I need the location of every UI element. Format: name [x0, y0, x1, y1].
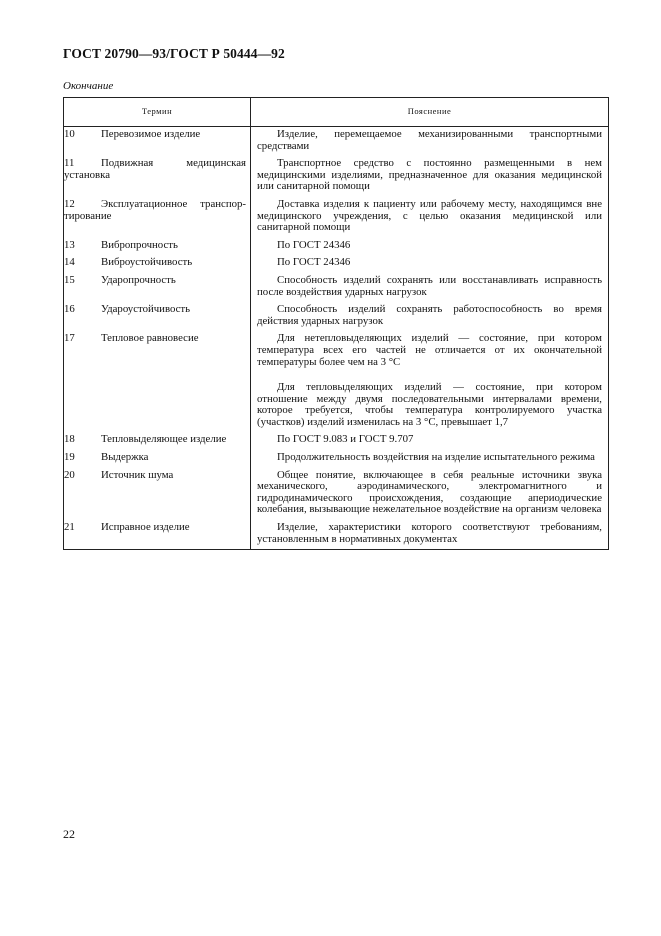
- term-text: [64, 522, 246, 534]
- page-number: 22: [63, 827, 75, 841]
- column-header-term: Термин: [64, 98, 251, 127]
- term-label: Вибропрочность: [101, 238, 178, 251]
- term-number: 14: [64, 256, 75, 269]
- term-label: Виброустойчивость: [101, 256, 193, 269]
- explanation-cell: [251, 197, 609, 238]
- term-number: 11: [64, 157, 75, 170]
- explanation-text: По ГОСТ 24346: [277, 256, 351, 269]
- term-cell: [64, 520, 251, 550]
- explanation-cell: [251, 127, 609, 157]
- term-label: Удароустойчивость: [101, 303, 191, 316]
- term-text: [64, 452, 246, 464]
- term-number: 12: [64, 197, 75, 210]
- explanation-cell: [251, 331, 609, 432]
- term-text: [64, 304, 246, 316]
- explanation-text: Способность изделий сохранять работоспособность во время действия ударных нагрузок: [257, 303, 602, 327]
- table-row: [64, 255, 609, 273]
- term-text: [64, 240, 246, 252]
- term-cell: [64, 302, 251, 331]
- term-cell: [64, 156, 251, 197]
- table-row: [64, 331, 609, 432]
- term-label: Исправное изделие: [101, 521, 190, 534]
- explanation-cell: [251, 156, 609, 197]
- explanation-text: Доставка изделия к пациенту или рабочему месту, находящимся вне медицинского учреждения, с целью оказания медицинской или санитарной помощи: [257, 197, 602, 234]
- term-label: Тепловыделяющее изделие: [101, 433, 227, 446]
- term-number: 17: [64, 332, 75, 345]
- term-text: [64, 434, 246, 446]
- term-text: [64, 470, 246, 482]
- term-label: Выдержка: [101, 451, 149, 464]
- explanation-cell: [251, 273, 609, 302]
- table-row: [64, 156, 609, 197]
- term-label: Ударопрочность: [101, 273, 176, 286]
- explanation-text: Общее понятие, включающее в себя реальные источники звука механического, аэродинамического, электромагнитного и гидродинамического происхождения, создающие апериодические колебания, вызывающие нежелательное воздействие на организм человека: [257, 468, 602, 516]
- explanation-text: Изделие, характеристики которого соответствуют требованиям, установленным в нормативных документах: [257, 521, 602, 545]
- table-header-row: [64, 98, 609, 127]
- table-row: [64, 450, 609, 468]
- term-number: 18: [64, 433, 75, 446]
- table-row: [64, 520, 609, 550]
- table-row: [64, 127, 609, 157]
- term-text: [64, 257, 246, 269]
- terms-table: [63, 97, 609, 550]
- explanation-text: По ГОСТ 24346: [277, 238, 351, 251]
- table-row: [64, 238, 609, 256]
- table-row: [64, 432, 609, 450]
- term-text: [64, 333, 246, 345]
- explanation-cell: [251, 520, 609, 550]
- explanation-text: Для тепловыделяющих изделий — состояние, при котором отношение между двумя последовательными интервалами времени, которое требуется, чтобы температура контролируемого участка (участков) изделий изменилась на 3 °С, превышает 1,7: [257, 381, 602, 428]
- term-label: Тепловое равновесие: [101, 332, 199, 345]
- column-header-explanation: Пояснение: [251, 98, 609, 127]
- table-row: [64, 302, 609, 331]
- term-number: 13: [64, 238, 75, 251]
- explanation-text: Транспортное средство с постоянно размещенными в нем медицинскими изделиями, предназначенное для оказания медицинской или санитарной помощи: [257, 157, 602, 193]
- term-cell: [64, 238, 251, 256]
- term-text: [64, 199, 246, 222]
- term-cell: [64, 432, 251, 450]
- term-cell: [64, 450, 251, 468]
- page-title: ГОСТ 20790—93/ГОСТ Р 50444—92: [63, 46, 285, 61]
- term-label: Подвижная медицинская установка: [64, 157, 246, 181]
- table-row: [64, 468, 609, 520]
- term-cell: [64, 197, 251, 238]
- explanation-cell: [251, 468, 609, 520]
- explanation-cell: [251, 238, 609, 256]
- table-caption: Окончание: [63, 80, 114, 92]
- term-label: Перевозимое изделие: [101, 128, 201, 140]
- term-label: Эксплуатационное транспор-тирование: [64, 197, 246, 222]
- explanation-text: Для нетепловыделяющих изделий — состояние, при котором температура всех его частей не отличается от их окончательной температуры более чем на 3 °С: [257, 332, 602, 368]
- term-text: [64, 275, 246, 287]
- table-body: [64, 127, 609, 550]
- explanation-cell: [251, 302, 609, 331]
- term-number: 21: [64, 521, 75, 534]
- term-cell: [64, 255, 251, 273]
- term-label: Источник шума: [101, 468, 174, 481]
- explanation-text: Изделие, перемещаемое механизированными транспортными средствами: [257, 128, 602, 152]
- explanation-cell: [251, 432, 609, 450]
- term-cell: [64, 468, 251, 520]
- explanation-cell: [251, 255, 609, 273]
- table-row: [64, 273, 609, 302]
- term-cell: [64, 331, 251, 432]
- term-number: 20: [64, 468, 75, 481]
- term-number: 10: [64, 128, 75, 140]
- term-number: 16: [64, 303, 75, 316]
- term-text: [64, 158, 246, 181]
- explanation-text: Продолжительность воздействия на изделие испытательного режима: [277, 451, 595, 464]
- explanation-text: Способность изделий сохранять или восстанавливать исправность после воздействия ударных нагрузок: [257, 273, 602, 298]
- term-number: 15: [64, 273, 75, 286]
- term-cell: [64, 273, 251, 302]
- table-row: [64, 197, 609, 238]
- term-cell: [64, 127, 251, 157]
- explanation-cell: [251, 450, 609, 468]
- term-number: 19: [64, 451, 75, 464]
- explanation-text: По ГОСТ 9.083 и ГОСТ 9.707: [277, 433, 414, 446]
- term-text: [64, 129, 246, 141]
